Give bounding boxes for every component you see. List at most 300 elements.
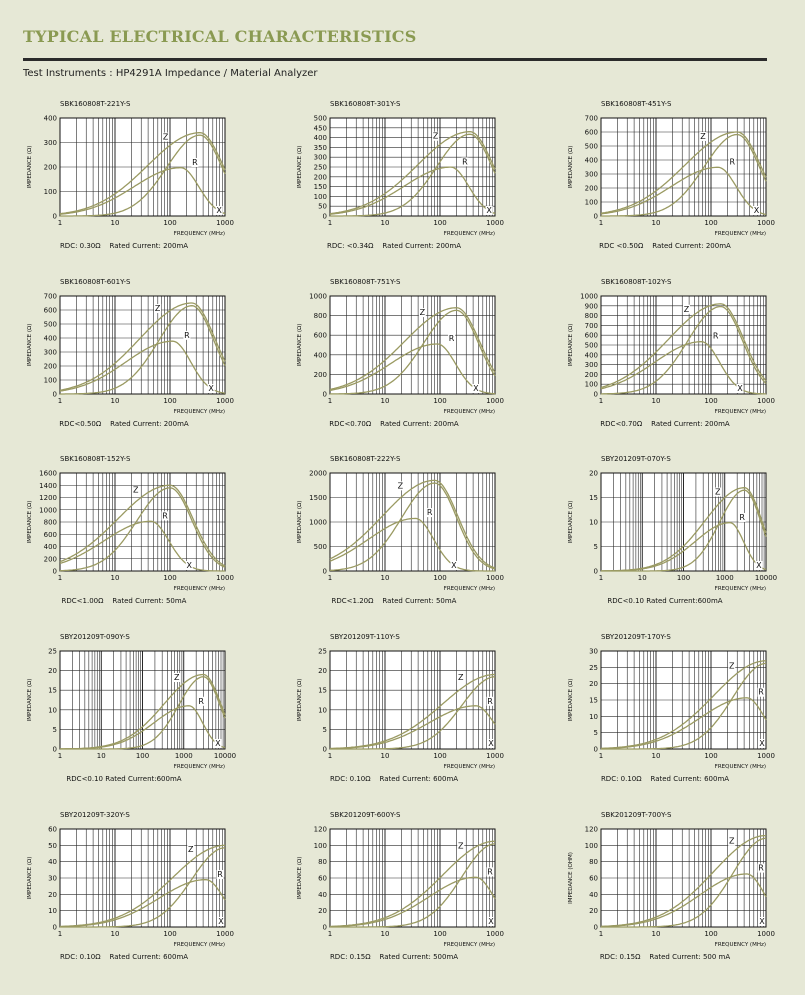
impedance-chart bbox=[565, 633, 805, 808]
curve-label: R bbox=[448, 334, 455, 344]
y-axis-label: IMPEDANCE (Ω) bbox=[27, 145, 33, 189]
chart-plot bbox=[24, 100, 274, 240]
x-tick-label: 10 bbox=[380, 574, 390, 582]
curve-label: R bbox=[217, 870, 223, 880]
x-tick-label: 1000 bbox=[486, 219, 504, 227]
curve-label: R bbox=[758, 687, 764, 697]
y-tick-label: 50 bbox=[318, 202, 327, 211]
page-title: TYPICAL ELECTRICAL CHARACTERISTICS bbox=[23, 27, 417, 46]
y-axis-label: IMPEDANCE (Ω) bbox=[27, 500, 33, 544]
curve-label: X bbox=[488, 917, 494, 926]
y-tick-label: 20 bbox=[589, 907, 598, 916]
x-tick-label: 10 bbox=[380, 397, 390, 405]
y-tick-label: 800 bbox=[43, 518, 57, 527]
x-tick-label: 1000 bbox=[216, 574, 234, 582]
y-axis-label: IMPEDANCE (Ω) bbox=[27, 323, 33, 367]
y-tick-label: 40 bbox=[48, 858, 57, 867]
x-tick-label: 10 bbox=[110, 574, 120, 582]
curve-label: R bbox=[487, 696, 493, 706]
y-tick-label: 10 bbox=[589, 518, 598, 527]
y-tick-label: 80 bbox=[318, 858, 327, 867]
y-tick-label: 400 bbox=[313, 134, 327, 143]
y-tick-label: 400 bbox=[43, 114, 57, 123]
impedance-chart bbox=[565, 455, 805, 630]
y-tick-label: 400 bbox=[43, 543, 57, 551]
x-tick-label: 1000 bbox=[174, 752, 193, 760]
chart-footer: RDC: 0.10Ω Rated Current: 600mA bbox=[59, 953, 189, 961]
y-tick-label: 120 bbox=[313, 825, 327, 834]
x-tick-label: 100 bbox=[163, 574, 177, 582]
impedance-chart bbox=[294, 278, 544, 453]
chart-title: SBY201209T-110Y-S bbox=[330, 633, 400, 641]
y-axis-label: IMPEDANCE (Ω) bbox=[297, 323, 303, 367]
chart-footer: RDC: 0.10Ω Rated Current: 600mA bbox=[329, 775, 459, 783]
chart-title: SBK160808T-102Y-S bbox=[601, 278, 672, 286]
chart-plot bbox=[565, 811, 805, 951]
y-tick-label: 700 bbox=[584, 114, 598, 123]
y-tick-label: 20 bbox=[589, 469, 598, 478]
y-tick-label: 20 bbox=[48, 890, 57, 899]
y-axis-label: IMPEDANCE (Ω) bbox=[297, 500, 303, 544]
chart-title: SBK201209T-600Y-S bbox=[330, 811, 401, 819]
impedance-chart bbox=[565, 278, 805, 453]
y-tick-label: 350 bbox=[313, 143, 327, 152]
x-axis-label: FREQUENCY (MHz) bbox=[173, 409, 225, 415]
x-tick-label: 10 bbox=[380, 930, 390, 938]
x-tick-label: 10 bbox=[110, 930, 120, 938]
y-tick-label: 120 bbox=[584, 825, 598, 834]
curve-label: Z bbox=[458, 841, 464, 851]
y-axis-label: IMPEDANCE (Ω) bbox=[27, 678, 33, 722]
curve-label: X bbox=[737, 384, 743, 393]
x-tick-label: 1 bbox=[598, 752, 604, 760]
curve-label: Z bbox=[188, 844, 194, 854]
y-tick-label: 600 bbox=[584, 128, 598, 137]
x-tick-label: 1 bbox=[327, 574, 333, 582]
y-axis-label: IMPEDANCE (Ω) bbox=[568, 500, 574, 544]
y-tick-label: 900 bbox=[584, 302, 598, 311]
curve-label: X bbox=[759, 917, 765, 926]
y-tick-label: 30 bbox=[48, 874, 57, 883]
curve-label: X bbox=[451, 561, 457, 570]
x-tick-label: 10000 bbox=[754, 574, 778, 582]
chart-plot bbox=[294, 100, 544, 240]
y-tick-label: 100 bbox=[584, 198, 598, 207]
y-tick-label: 0 bbox=[593, 212, 598, 221]
y-tick-label: 100 bbox=[313, 841, 327, 850]
impedance-chart bbox=[565, 811, 805, 986]
x-tick-label: 1000 bbox=[486, 574, 504, 582]
x-tick-label: 10 bbox=[380, 219, 390, 227]
x-axis-label: FREQUENCY (MHz) bbox=[443, 586, 495, 592]
chart-footer: RDC <0.50Ω Rated Current: 200mA bbox=[599, 242, 731, 250]
y-tick-label: 200 bbox=[313, 173, 327, 182]
y-tick-label: 200 bbox=[43, 362, 57, 371]
x-tick-label: 10 bbox=[651, 930, 661, 938]
chart-plot bbox=[294, 811, 544, 951]
y-tick-label: 0 bbox=[593, 745, 598, 754]
chart-title: SBK160808T-221Y-S bbox=[60, 100, 131, 108]
y-tick-label: 0 bbox=[52, 923, 57, 932]
x-tick-label: 10 bbox=[651, 219, 661, 227]
y-tick-label: 400 bbox=[313, 351, 327, 360]
y-tick-label: 300 bbox=[43, 348, 57, 357]
x-tick-label: 1 bbox=[598, 574, 604, 582]
curve-label: Z bbox=[419, 308, 426, 318]
y-tick-label: 10 bbox=[589, 712, 598, 721]
y-axis-label: IMPEDANCE (Ω) bbox=[568, 678, 574, 722]
y-tick-label: 10 bbox=[48, 706, 57, 715]
curve-label: Z bbox=[729, 661, 735, 671]
y-tick-label: 40 bbox=[318, 890, 327, 899]
y-tick-label: 1000 bbox=[580, 292, 598, 301]
curve-label: Z bbox=[729, 836, 735, 846]
plot-background bbox=[330, 296, 495, 394]
x-tick-label: 1000 bbox=[757, 752, 775, 760]
curve-label: X bbox=[215, 739, 221, 748]
y-tick-label: 5 bbox=[52, 725, 57, 734]
curve-label: R bbox=[184, 330, 190, 340]
chart-plot bbox=[294, 633, 544, 773]
impedance-chart bbox=[294, 100, 544, 275]
y-tick-label: 100 bbox=[584, 841, 598, 850]
curve-label: X bbox=[473, 384, 479, 393]
curve-label: R bbox=[162, 511, 168, 521]
x-tick-label: 1000 bbox=[486, 752, 504, 760]
plot-background bbox=[330, 651, 495, 749]
chart-plot bbox=[24, 278, 274, 418]
curve-label: Z bbox=[715, 487, 721, 497]
x-tick-label: 1 bbox=[327, 219, 333, 227]
chart-title: SBK201209T-700Y-S bbox=[601, 811, 672, 819]
x-axis-label: FREQUENCY (MHz) bbox=[173, 586, 225, 592]
x-tick-label: 10 bbox=[110, 219, 120, 227]
x-tick-label: 100 bbox=[704, 397, 718, 405]
x-tick-label: 100 bbox=[163, 397, 177, 405]
curve-label: R bbox=[487, 867, 493, 877]
title-divider bbox=[23, 58, 767, 61]
y-tick-label: 0 bbox=[52, 212, 57, 221]
x-tick-label: 1 bbox=[57, 930, 63, 938]
curve-label: R bbox=[739, 512, 745, 522]
chart-footer: RDC<1.00Ω Rated Current: 50mA bbox=[61, 597, 187, 605]
y-tick-label: 150 bbox=[313, 183, 327, 192]
impedance-chart bbox=[565, 100, 805, 275]
x-tick-label: 1 bbox=[598, 397, 604, 405]
curve-label: R bbox=[462, 157, 468, 167]
chart-footer: RDC<0.50Ω Rated Current: 200mA bbox=[59, 420, 189, 428]
x-tick-label: 1 bbox=[598, 219, 604, 227]
curve-label: Z bbox=[683, 304, 690, 314]
chart-footer: RDC<0.70Ω Rated Current: 200mA bbox=[329, 420, 459, 428]
y-tick-label: 0 bbox=[52, 390, 57, 399]
curve-label: Z bbox=[133, 485, 139, 495]
chart-footer: RDC: 0.15Ω Rated Current: 500mA bbox=[329, 953, 459, 961]
x-axis-label: FREQUENCY (MHz) bbox=[714, 409, 766, 415]
y-tick-label: 15 bbox=[318, 686, 327, 695]
impedance-chart bbox=[24, 100, 274, 275]
x-axis-label: FREQUENCY (MHz) bbox=[443, 942, 495, 948]
y-tick-label: 0 bbox=[593, 567, 598, 576]
y-tick-label: 25 bbox=[48, 647, 57, 656]
curve-label: R bbox=[192, 157, 198, 167]
impedance-chart bbox=[24, 811, 274, 986]
y-tick-label: 200 bbox=[313, 370, 327, 379]
chart-title: SBY201209T-090Y-S bbox=[60, 633, 130, 641]
impedance-chart bbox=[294, 455, 544, 630]
y-tick-label: 200 bbox=[43, 555, 57, 564]
y-tick-label: 700 bbox=[43, 292, 57, 301]
y-tick-label: 500 bbox=[313, 543, 327, 551]
curve-label: R bbox=[712, 331, 719, 341]
x-tick-label: 1 bbox=[57, 752, 63, 760]
y-axis-label: IMPEDANCE (Ω) bbox=[297, 856, 303, 900]
x-tick-label: 10 bbox=[380, 752, 390, 760]
curve-label: Z bbox=[432, 131, 439, 141]
x-tick-label: 100 bbox=[676, 574, 691, 582]
chart-plot bbox=[24, 455, 274, 595]
y-tick-label: 40 bbox=[589, 890, 598, 899]
x-tick-label: 1 bbox=[327, 397, 333, 405]
x-tick-label: 1000 bbox=[757, 219, 775, 227]
y-axis-label: IMPEDANCE (Ω) bbox=[27, 856, 33, 900]
x-tick-label: 100 bbox=[433, 574, 447, 582]
x-tick-label: 10 bbox=[637, 574, 647, 582]
y-tick-label: 600 bbox=[313, 331, 327, 340]
x-tick-label: 1000 bbox=[757, 397, 775, 405]
x-tick-label: 1 bbox=[598, 930, 604, 938]
curve-label: Z bbox=[162, 132, 169, 142]
y-tick-label: 500 bbox=[43, 320, 57, 329]
y-tick-label: 100 bbox=[584, 380, 598, 389]
chart-title: SBK160808T-751Y-S bbox=[330, 278, 401, 286]
y-tick-label: 800 bbox=[584, 312, 598, 321]
impedance-chart bbox=[24, 633, 274, 808]
curve-label: X bbox=[759, 739, 765, 748]
y-tick-label: 60 bbox=[48, 825, 57, 834]
y-tick-label: 300 bbox=[584, 361, 598, 370]
y-tick-label: 250 bbox=[313, 163, 327, 172]
y-tick-label: 60 bbox=[318, 874, 327, 883]
x-axis-label: FREQUENCY (MHz) bbox=[173, 231, 225, 237]
x-tick-label: 1 bbox=[57, 574, 63, 582]
y-tick-label: 400 bbox=[584, 351, 598, 360]
y-tick-label: 200 bbox=[584, 184, 598, 193]
y-tick-label: 10 bbox=[318, 706, 327, 715]
y-tick-label: 5 bbox=[322, 725, 327, 734]
impedance-chart bbox=[24, 455, 274, 630]
x-tick-label: 1 bbox=[57, 219, 63, 227]
x-axis-label: FREQUENCY (MHz) bbox=[714, 586, 766, 592]
impedance-chart bbox=[24, 278, 274, 453]
chart-plot bbox=[24, 633, 274, 773]
curve-label: X bbox=[218, 917, 224, 926]
x-tick-label: 100 bbox=[433, 397, 447, 405]
y-axis-label: IMPEDANCE (Ω) bbox=[297, 678, 303, 722]
x-axis-label: FREQUENCY (MHz) bbox=[443, 409, 495, 415]
y-tick-label: 100 bbox=[313, 192, 327, 201]
plot-background bbox=[60, 296, 225, 394]
curve-label: R bbox=[426, 508, 433, 518]
y-tick-label: 0 bbox=[52, 567, 57, 576]
y-tick-label: 700 bbox=[584, 321, 598, 330]
chart-footer: RDC<0.10 Rated Current:600mA bbox=[66, 775, 182, 783]
y-tick-label: 600 bbox=[43, 530, 57, 539]
x-tick-label: 1 bbox=[327, 752, 333, 760]
chart-title: SBK160808T-601Y-S bbox=[60, 278, 131, 286]
y-tick-label: 60 bbox=[589, 874, 598, 883]
chart-plot bbox=[294, 278, 544, 418]
y-tick-label: 20 bbox=[48, 667, 57, 676]
y-tick-label: 100 bbox=[43, 376, 57, 385]
x-tick-label: 1000 bbox=[486, 397, 504, 405]
curve-label: X bbox=[208, 384, 214, 393]
chart-plot bbox=[294, 455, 544, 595]
y-tick-label: 5 bbox=[593, 543, 598, 551]
y-tick-label: 500 bbox=[584, 142, 598, 151]
y-tick-label: 800 bbox=[313, 312, 327, 321]
y-tick-label: 0 bbox=[322, 390, 327, 399]
curve-label: Z bbox=[458, 673, 464, 683]
chart-plot bbox=[565, 100, 805, 240]
chart-plot bbox=[24, 811, 274, 951]
curve-label: R bbox=[758, 863, 764, 873]
y-tick-label: 300 bbox=[313, 153, 327, 162]
chart-title: SBK160808T-451Y-S bbox=[601, 100, 672, 108]
x-tick-label: 1 bbox=[327, 930, 333, 938]
impedance-chart bbox=[294, 633, 544, 808]
x-tick-label: 1 bbox=[57, 397, 63, 405]
curve-label: Z bbox=[174, 673, 180, 683]
chart-footer: RDC: 0.15Ω Rated Current: 500 mA bbox=[599, 953, 731, 961]
curve-label: X bbox=[756, 561, 762, 570]
chart-footer: RDC<0.10 Rated Current:600mA bbox=[607, 597, 723, 605]
y-axis-label: IMPEDANCE (Ω) bbox=[297, 145, 303, 189]
y-tick-label: 0 bbox=[322, 745, 327, 754]
y-tick-label: 50 bbox=[48, 841, 57, 850]
y-tick-label: 100 bbox=[43, 188, 57, 196]
y-axis-label: IMPEDANCE (Ω) bbox=[568, 145, 574, 189]
x-tick-label: 100 bbox=[433, 219, 447, 227]
y-tick-label: 15 bbox=[589, 696, 598, 705]
y-tick-label: 1200 bbox=[39, 494, 57, 502]
chart-footer: RDC: 0.10Ω Rated Current: 600mA bbox=[600, 775, 730, 783]
x-tick-label: 100 bbox=[135, 752, 150, 760]
y-tick-label: 20 bbox=[318, 907, 327, 916]
y-tick-label: 0 bbox=[322, 212, 327, 221]
x-axis-label: FREQUENCY (MHz) bbox=[714, 942, 766, 948]
y-tick-label: 0 bbox=[322, 923, 327, 932]
x-tick-label: 100 bbox=[704, 930, 718, 938]
chart-footer: RDC: <0.34Ω Rated Current: 200mA bbox=[327, 242, 461, 250]
chart-footer: RDC: 0.30Ω Rated Current: 200mA bbox=[59, 242, 189, 250]
y-tick-label: 2000 bbox=[309, 469, 327, 478]
curve-label: X bbox=[186, 561, 192, 570]
x-tick-label: 1000 bbox=[486, 930, 504, 938]
y-tick-label: 0 bbox=[593, 923, 598, 932]
chart-title: SBY201209T-170Y-S bbox=[601, 633, 671, 641]
y-tick-label: 600 bbox=[584, 331, 598, 340]
x-tick-label: 1000 bbox=[216, 397, 234, 405]
curve-label: Z bbox=[397, 481, 404, 491]
curve-label: R bbox=[729, 157, 736, 167]
y-tick-label: 15 bbox=[589, 494, 598, 502]
y-tick-label: 20 bbox=[318, 667, 327, 676]
chart-title: SBY201209T-070Y-S bbox=[601, 455, 671, 463]
x-axis-label: FREQUENCY (MHz) bbox=[443, 231, 495, 237]
x-tick-label: 100 bbox=[704, 752, 718, 760]
chart-title: SBK160808T-222Y-S bbox=[330, 455, 401, 463]
chart-title: SBY201209T-320Y-S bbox=[60, 811, 130, 819]
y-tick-label: 1000 bbox=[309, 518, 327, 527]
x-tick-label: 10 bbox=[110, 397, 120, 405]
x-tick-label: 100 bbox=[704, 219, 718, 227]
y-tick-label: 10 bbox=[48, 907, 57, 916]
y-tick-label: 300 bbox=[584, 170, 598, 179]
x-tick-label: 10 bbox=[96, 752, 106, 760]
curve-label: R bbox=[198, 696, 204, 706]
x-axis-label: FREQUENCY (MHz) bbox=[714, 231, 766, 237]
y-tick-label: 1000 bbox=[309, 292, 327, 301]
y-tick-label: 25 bbox=[318, 647, 327, 656]
y-tick-label: 0 bbox=[52, 745, 57, 754]
y-tick-label: 500 bbox=[584, 341, 598, 350]
y-axis-label: IMPEDANCE (Ω) bbox=[568, 323, 574, 367]
curve-label: X bbox=[216, 206, 222, 215]
y-tick-label: 0 bbox=[593, 390, 598, 399]
y-tick-label: 15 bbox=[48, 686, 57, 695]
y-tick-label: 600 bbox=[43, 306, 57, 315]
x-tick-label: 100 bbox=[433, 930, 447, 938]
y-tick-label: 30 bbox=[589, 647, 598, 656]
curve-label: Z bbox=[154, 304, 161, 314]
y-tick-label: 20 bbox=[589, 680, 598, 689]
impedance-chart bbox=[294, 811, 544, 986]
y-tick-label: 200 bbox=[584, 370, 598, 379]
curve-label: X bbox=[486, 206, 492, 215]
x-tick-label: 10000 bbox=[213, 752, 237, 760]
chart-plot bbox=[565, 455, 805, 595]
y-axis-label: IMPEDANCE (OHM) bbox=[568, 852, 574, 904]
x-tick-label: 100 bbox=[163, 930, 177, 938]
x-axis-label: FREQUENCY (MHz) bbox=[714, 764, 766, 770]
curve-label: X bbox=[753, 206, 760, 215]
page-subtitle: Test Instruments : HP4291A Impedance / Material Analyzer bbox=[23, 68, 318, 79]
y-tick-label: 450 bbox=[313, 124, 327, 133]
y-tick-label: 1600 bbox=[39, 469, 57, 478]
chart-footer: RDC<1.20Ω Rated Current: 50mA bbox=[331, 597, 457, 605]
y-tick-label: 500 bbox=[313, 114, 327, 123]
y-tick-label: 1500 bbox=[309, 494, 327, 502]
x-tick-label: 10 bbox=[651, 397, 661, 405]
x-axis-label: FREQUENCY (MHz) bbox=[443, 764, 495, 770]
y-tick-label: 300 bbox=[43, 139, 57, 147]
curve-label: Z bbox=[700, 131, 706, 141]
chart-title: SBK160808T-301Y-S bbox=[330, 100, 401, 108]
y-tick-label: 400 bbox=[584, 156, 598, 165]
x-tick-label: 100 bbox=[163, 219, 177, 227]
curve-label: X bbox=[488, 739, 494, 748]
x-tick-label: 100 bbox=[433, 752, 447, 760]
y-tick-label: 200 bbox=[43, 163, 57, 172]
x-tick-label: 1000 bbox=[715, 574, 734, 582]
x-tick-label: 1000 bbox=[757, 930, 775, 938]
x-axis-label: FREQUENCY (MHz) bbox=[173, 764, 225, 770]
y-tick-label: 1000 bbox=[39, 506, 57, 515]
y-tick-label: 25 bbox=[589, 663, 598, 672]
chart-plot bbox=[565, 278, 805, 418]
x-tick-label: 1000 bbox=[216, 930, 234, 938]
